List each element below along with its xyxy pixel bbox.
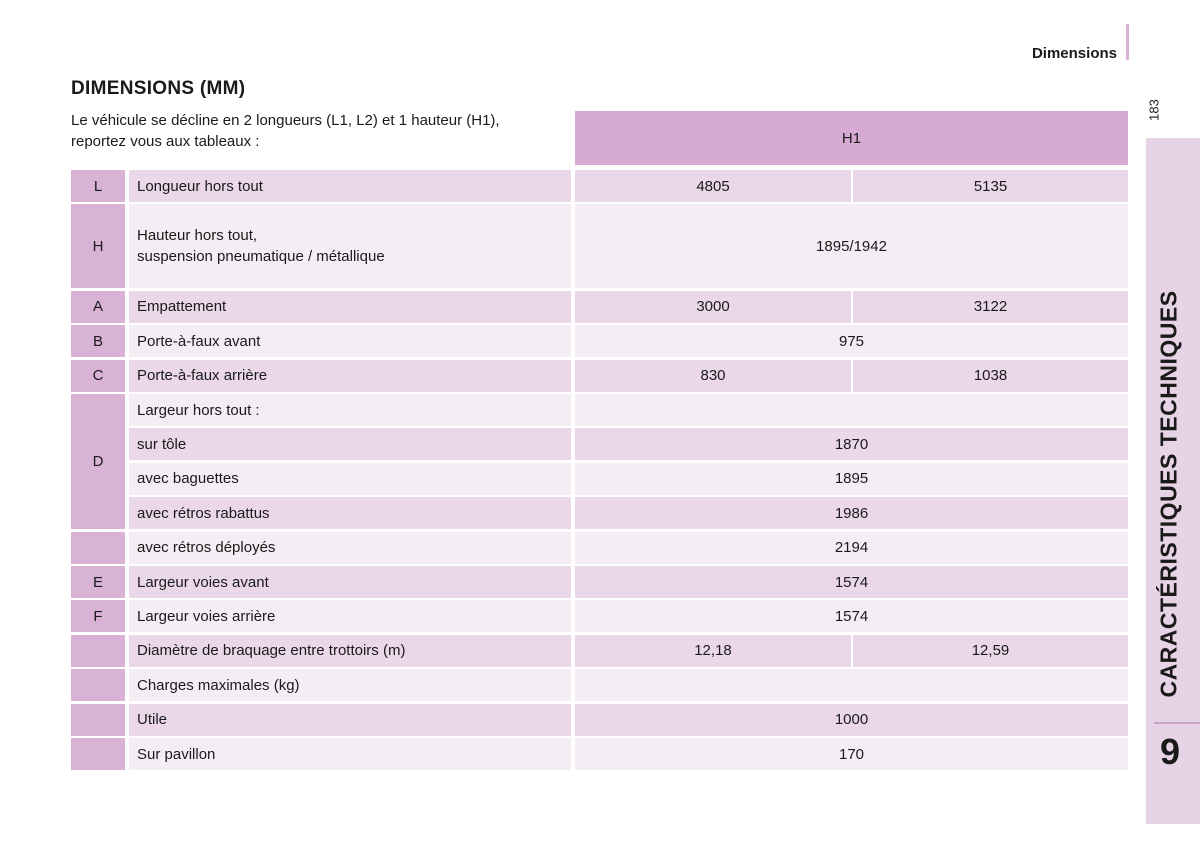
- row-value: 1986: [575, 497, 1128, 529]
- row-code: [71, 532, 125, 564]
- chapter-divider: [1154, 722, 1200, 724]
- row-value-l1: 3000: [575, 291, 851, 323]
- row-label: avec rétros rabattus: [129, 497, 571, 529]
- row-value: 2194: [575, 532, 1128, 564]
- row-label: Largeur voies avant: [129, 566, 571, 598]
- row-value: [575, 669, 1128, 701]
- row-label: avec baguettes: [129, 463, 571, 495]
- row-value: 975: [575, 325, 1128, 357]
- row-label: Empattement: [129, 291, 571, 323]
- row-label: Charges maximales (kg): [129, 669, 571, 701]
- row-value-l2: 5135: [853, 170, 1128, 202]
- row-label: Porte-à-faux avant: [129, 325, 571, 357]
- row-label: Longueur hors tout: [129, 170, 571, 202]
- row-label-line-1: Hauteur hors tout,: [137, 227, 258, 245]
- row-code: [71, 635, 125, 667]
- row-value: 1895/1942: [575, 204, 1128, 288]
- dimensions-table: [71, 170, 1128, 770]
- header-divider: [1126, 24, 1129, 60]
- row-code: H: [71, 204, 125, 288]
- row-value-l2: 1038: [853, 360, 1128, 392]
- column-header-h1: H1: [575, 111, 1128, 165]
- row-value: 170: [575, 738, 1128, 770]
- row-code: [71, 738, 125, 770]
- row-value: 1574: [575, 566, 1128, 598]
- row-label: Largeur voies arrière: [129, 600, 571, 632]
- row-label: Sur pavillon: [129, 738, 571, 770]
- row-label: Porte-à-faux arrière: [129, 360, 571, 392]
- row-label: [129, 204, 571, 288]
- intro-line-2: reportez vous aux tableaux :: [71, 133, 260, 150]
- intro-text: [71, 110, 566, 152]
- row-value-l1: 12,18: [575, 635, 851, 667]
- row-value-l2: 3122: [853, 291, 1128, 323]
- row-value: 1895: [575, 463, 1128, 495]
- row-code: [71, 704, 125, 736]
- chapter-number: 9: [1159, 731, 1181, 772]
- row-code: [71, 669, 125, 701]
- row-value: 1870: [575, 428, 1128, 460]
- row-value: 1574: [575, 600, 1128, 632]
- row-label: sur tôle: [129, 428, 571, 460]
- row-label-line-2: suspension pneumatique / métallique: [137, 248, 385, 266]
- row-value: [575, 394, 1128, 426]
- row-value: 1000: [575, 704, 1128, 736]
- running-header: Dimensions: [1031, 45, 1117, 62]
- row-code: E: [71, 566, 125, 598]
- page-number: 183: [1146, 99, 1162, 121]
- row-label: Utile: [129, 704, 571, 736]
- row-label: Largeur hors tout :: [129, 394, 571, 426]
- row-label: avec rétros déployés: [129, 532, 571, 564]
- row-value-l1: 830: [575, 360, 851, 392]
- row-code: A: [71, 291, 125, 323]
- row-code: D: [71, 394, 125, 529]
- row-code: L: [71, 170, 125, 202]
- chapter-title: CARACTÉRISTIQUES TECHNIQUES: [1155, 290, 1182, 698]
- row-code: B: [71, 325, 125, 357]
- row-code: C: [71, 360, 125, 392]
- section-title: DIMENSIONS (MM): [71, 78, 246, 99]
- intro-line-1: Le véhicule se décline en 2 longueurs (L1, L2) et 1 hauteur (H1),: [71, 112, 500, 129]
- row-value-l2: 12,59: [853, 635, 1128, 667]
- row-code: F: [71, 600, 125, 632]
- row-value-l1: 4805: [575, 170, 851, 202]
- row-label: Diamètre de braquage entre trottoirs (m): [129, 635, 571, 667]
